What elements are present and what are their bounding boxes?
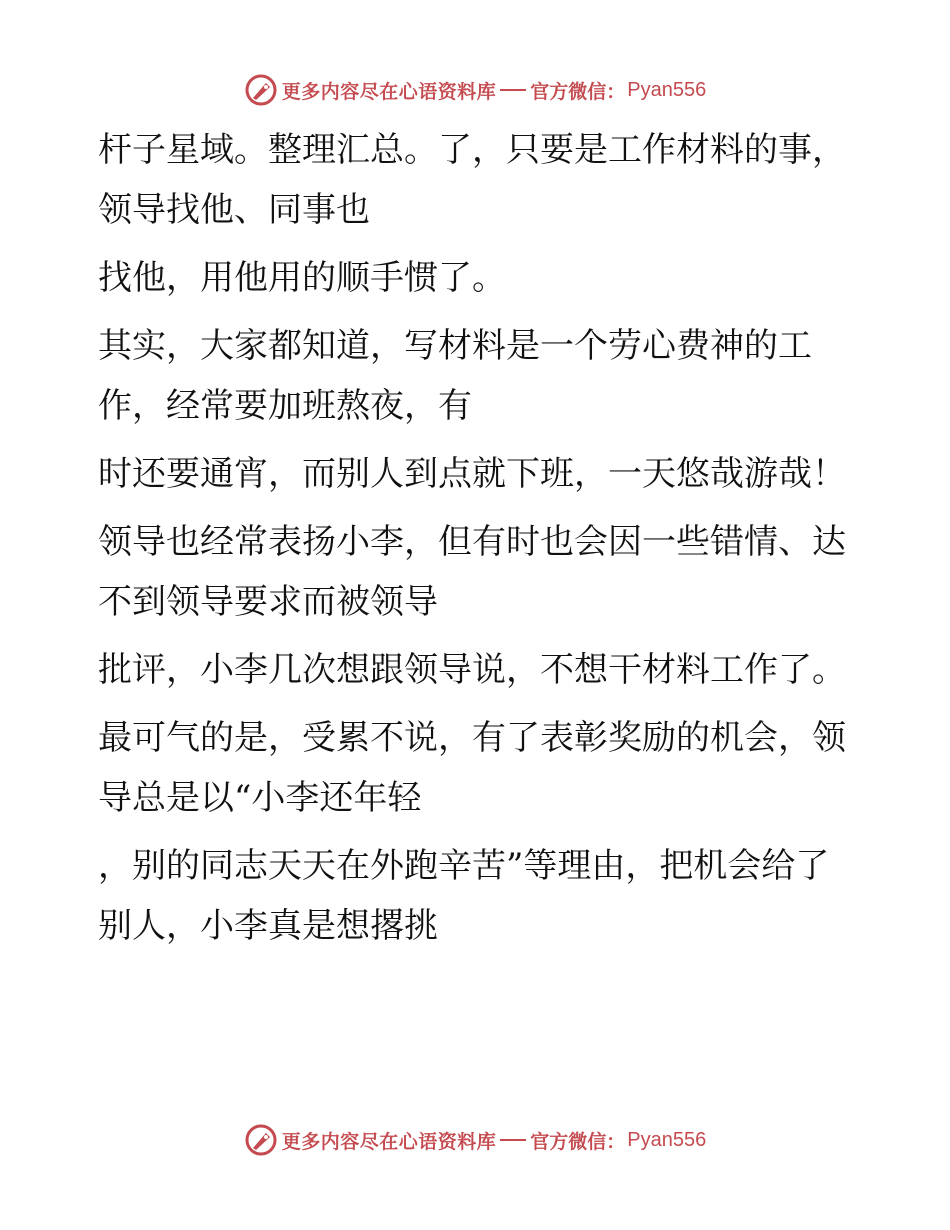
watermark-site-text: 更多内容尽在心语资料库	[281, 1130, 497, 1153]
watermark-site-text: 更多内容尽在心语资料库	[281, 80, 497, 103]
watermark-header	[0, 70, 950, 110]
paragraph: ，别的同志天天在外跑辛苦”等理由，把机会给了别人，小李真是想撂挑	[98, 846, 830, 946]
fountain-pen-logo-icon	[244, 1123, 278, 1157]
document-body	[98, 120, 858, 964]
watermark-footer	[0, 1120, 950, 1160]
fountain-pen-logo-icon	[244, 73, 278, 107]
watermark-divider	[500, 89, 526, 91]
watermark-wechat-label: 官方微信：	[530, 1130, 626, 1153]
watermark-wechat-id: Pyan556	[627, 78, 707, 101]
paragraph: 找他，用他用的顺手惯了。	[98, 258, 506, 298]
paragraph: 杆子星域。整理汇总。了，只要是工作材料的事，领导找他、同事也	[98, 130, 846, 230]
paragraph: 其实，大家都知道，写材料是一个劳心费神的工作，经常要加班熬夜，有	[98, 326, 812, 426]
watermark-wechat-label: 官方微信：	[530, 80, 626, 103]
watermark-divider	[500, 1139, 526, 1141]
paragraph: 最可气的是，受累不说，有了表彰奖励的机会，领导总是以“小李还年轻	[98, 718, 846, 818]
paragraph: 时还要通宵，而别人到点就下班，一天悠哉游哉！	[98, 454, 846, 494]
watermark-wechat-id: Pyan556	[627, 1128, 707, 1151]
paragraph: 批评，小李几次想跟领导说，不想干材料工作了。	[98, 650, 846, 690]
paragraph: 领导也经常表扬小李，但有时也会因一些错情、达不到领导要求而被领导	[98, 522, 846, 622]
